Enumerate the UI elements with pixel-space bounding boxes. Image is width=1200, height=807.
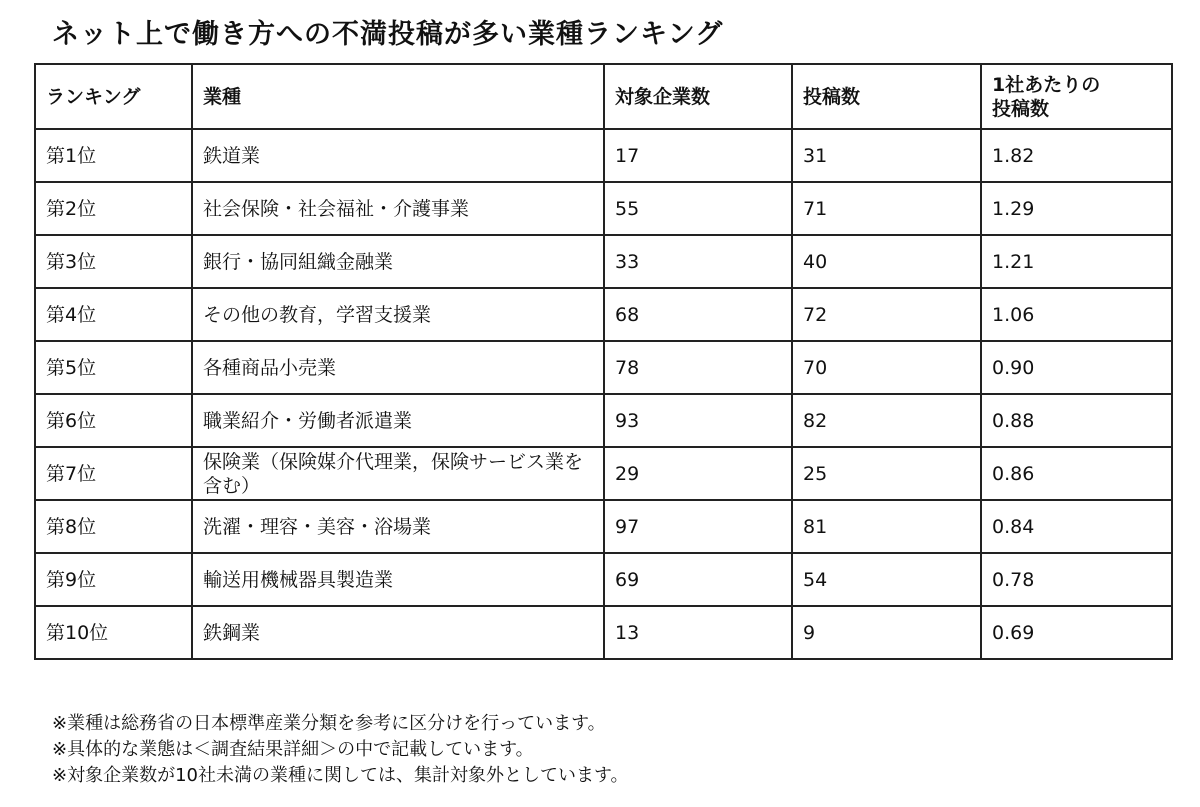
cell-industry: 社会保険・社会福祉・介護事業: [192, 182, 604, 235]
cell-post-count: 9: [792, 606, 981, 659]
cell-post-count: 31: [792, 129, 981, 182]
cell-industry: 輸送用機械器具製造業: [192, 553, 604, 606]
cell-rank: 第10位: [35, 606, 192, 659]
cell-company-count: 68: [604, 288, 792, 341]
cell-industry: 職業紹介・労働者派遣業: [192, 394, 604, 447]
cell-rank: 第7位: [35, 447, 192, 500]
cell-posts-per-company: 1.82: [981, 129, 1172, 182]
cell-industry: 鉄道業: [192, 129, 604, 182]
cell-industry: その他の教育，学習支援業: [192, 288, 604, 341]
cell-post-count: 70: [792, 341, 981, 394]
cell-company-count: 29: [604, 447, 792, 500]
table-row: [35, 235, 1172, 288]
cell-company-count: 13: [604, 606, 792, 659]
cell-company-count: 69: [604, 553, 792, 606]
cell-posts-per-company: 0.84: [981, 500, 1172, 553]
footnote: ※具体的な業態は＜調査結果詳細＞の中で記載しています。: [52, 739, 534, 760]
cell-post-count: 72: [792, 288, 981, 341]
cell-rank: 第2位: [35, 182, 192, 235]
cell-company-count: 93: [604, 394, 792, 447]
header-ranking: ランキング: [35, 64, 192, 129]
cell-rank: 第8位: [35, 500, 192, 553]
footnotes: [52, 711, 629, 789]
cell-post-count: 82: [792, 394, 981, 447]
header-company-count: 対象企業数: [604, 64, 792, 129]
cell-rank: 第5位: [35, 341, 192, 394]
cell-company-count: 78: [604, 341, 792, 394]
cell-posts-per-company: 0.90: [981, 341, 1172, 394]
header-posts-per-company: 1社あたりの 投稿数: [981, 64, 1172, 129]
cell-rank: 第3位: [35, 235, 192, 288]
cell-rank: 第9位: [35, 553, 192, 606]
page-title: ネット上で働き方への不満投稿が多い業種ランキング: [52, 19, 724, 50]
cell-industry: 銀行・協同組織金融業: [192, 235, 604, 288]
cell-company-count: 97: [604, 500, 792, 553]
table-row: [35, 288, 1172, 341]
cell-posts-per-company: 0.78: [981, 553, 1172, 606]
cell-posts-per-company: 1.06: [981, 288, 1172, 341]
cell-post-count: 54: [792, 553, 981, 606]
table-row: [35, 447, 1172, 500]
header-post-count: 投稿数: [792, 64, 981, 129]
table-row: [35, 182, 1172, 235]
cell-posts-per-company: 1.21: [981, 235, 1172, 288]
cell-industry: 保険業（保険媒介代理業，保険サービス業を含む）: [192, 447, 604, 500]
table-row: [35, 606, 1172, 659]
cell-posts-per-company: 0.69: [981, 606, 1172, 659]
cell-post-count: 25: [792, 447, 981, 500]
table-row: [35, 394, 1172, 447]
cell-post-count: 71: [792, 182, 981, 235]
cell-company-count: 17: [604, 129, 792, 182]
header-industry: 業種: [192, 64, 604, 129]
cell-posts-per-company: 0.86: [981, 447, 1172, 500]
footnote: ※対象企業数が10社未満の業種に関しては、集計対象外としています。: [52, 765, 629, 786]
cell-post-count: 40: [792, 235, 981, 288]
table-row: [35, 553, 1172, 606]
cell-posts-per-company: 1.29: [981, 182, 1172, 235]
cell-company-count: 33: [604, 235, 792, 288]
footnote: ※業種は総務省の日本標準産業分類を参考に区分けを行っています。: [52, 713, 606, 734]
table-row: [35, 500, 1172, 553]
cell-post-count: 81: [792, 500, 981, 553]
ranking-table: [34, 63, 1173, 660]
cell-company-count: 55: [604, 182, 792, 235]
cell-rank: 第6位: [35, 394, 192, 447]
cell-posts-per-company: 0.88: [981, 394, 1172, 447]
table-header-row: [35, 64, 1172, 129]
cell-rank: 第1位: [35, 129, 192, 182]
cell-industry: 各種商品小売業: [192, 341, 604, 394]
cell-rank: 第4位: [35, 288, 192, 341]
table-row: [35, 341, 1172, 394]
table-row: [35, 129, 1172, 182]
cell-industry: 鉄鋼業: [192, 606, 604, 659]
cell-industry: 洗濯・理容・美容・浴場業: [192, 500, 604, 553]
